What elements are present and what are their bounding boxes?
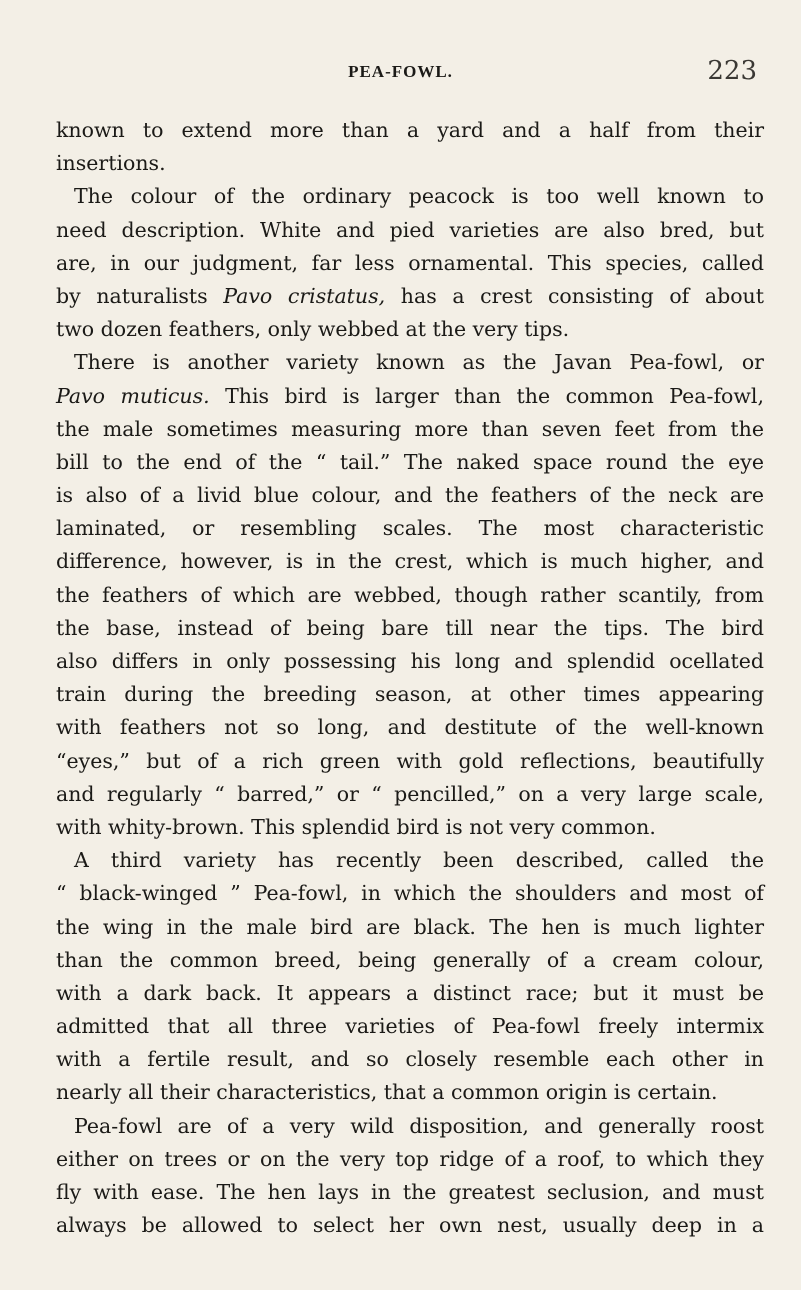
text-line: the feathers of which are webbed, though rather scantily, from [56, 582, 764, 607]
text-line: fly with ease. The hen lays in the greatest seclusion, and must [56, 1180, 764, 1204]
text-line: “ black-winged ” Pea-fowl, in which the shoulders and most of [56, 881, 764, 906]
text-line: The colour of the ordinary peacock is too well known to [74, 184, 764, 209]
text-line: either on trees or on the very top ridge of a roof, to which they [56, 1146, 764, 1171]
text-line: than the common breed, being generally of a cream colour, [56, 947, 764, 972]
page-number: 223 [707, 56, 757, 86]
running-header [0, 56, 801, 96]
text-line: the wing in the male bird are black. The hen is much lighter [56, 914, 764, 939]
text-line: always be allowed to select her own nest, usually deep in a [56, 1213, 764, 1238]
text-line: Pea-fowl are of a very wild disposition, and generally roost [74, 1113, 764, 1138]
text-line: Pavo muticus. This bird is larger than the common Pea-fowl, [56, 383, 764, 408]
text-line: “eyes,” but of a rich green with gold reflections, beautifully [56, 748, 764, 773]
text-line: difference, however, is in the crest, which is much higher, and [56, 549, 764, 574]
latin-name: Pavo cristatus, [223, 283, 386, 308]
text-line: by naturalists Pavo cristatus, has a crest consisting of about [56, 283, 764, 308]
latin-name: Pavo muticus. [56, 383, 210, 408]
text-line: the male sometimes measuring more than seven feet from the [56, 416, 764, 441]
text-line: laminated, or resembling scales. The most characteristic [56, 516, 764, 541]
text-line: need description. White and pied varieties are also bred, but [56, 217, 764, 242]
text-line: bill to the end of the “ tail.” The naked space round the eye [56, 449, 764, 474]
text-line: the base, instead of being bare till near the tips. The bird [56, 615, 764, 640]
text-line: with a fertile result, and so closely resemble each other in [56, 1047, 764, 1072]
text-line: with a dark back. It appears a distinct race; but it must be [56, 980, 764, 1005]
text-line: also differs in only possessing his long and splendid ocellated [56, 649, 764, 673]
text-line: A third variety has recently been described, called the [74, 848, 764, 873]
text-line: admitted that all three varieties of Pea-fowl freely intermix [56, 1014, 764, 1039]
running-title: PEA-FOWL. [348, 62, 453, 81]
body-text [56, 114, 764, 1242]
text-line: insertions. [56, 151, 166, 176]
text-line: and regularly “ barred,” or “ pencilled,” on a very large scale, [56, 781, 764, 806]
text-line: nearly all their characteristics, that a common origin is certain. [56, 1080, 718, 1105]
text-line: train during the breeding season, at other times appearing [56, 682, 764, 707]
text-line: There is another variety known as the Javan Pea-fowl, or [74, 350, 764, 375]
text-line: known to extend more than a yard and a half from their [56, 118, 764, 142]
text-line: two dozen feathers, only webbed at the very tips. [56, 317, 570, 342]
text-line: with whity-brown. This splendid bird is not very common. [56, 814, 656, 839]
text-line: are, in our judgment, far less ornamental. This species, called [56, 250, 764, 275]
text-line: with feathers not so long, and destitute of the well-known [56, 715, 764, 740]
text-line: is also of a livid blue colour, and the feathers of the neck are [56, 483, 764, 508]
